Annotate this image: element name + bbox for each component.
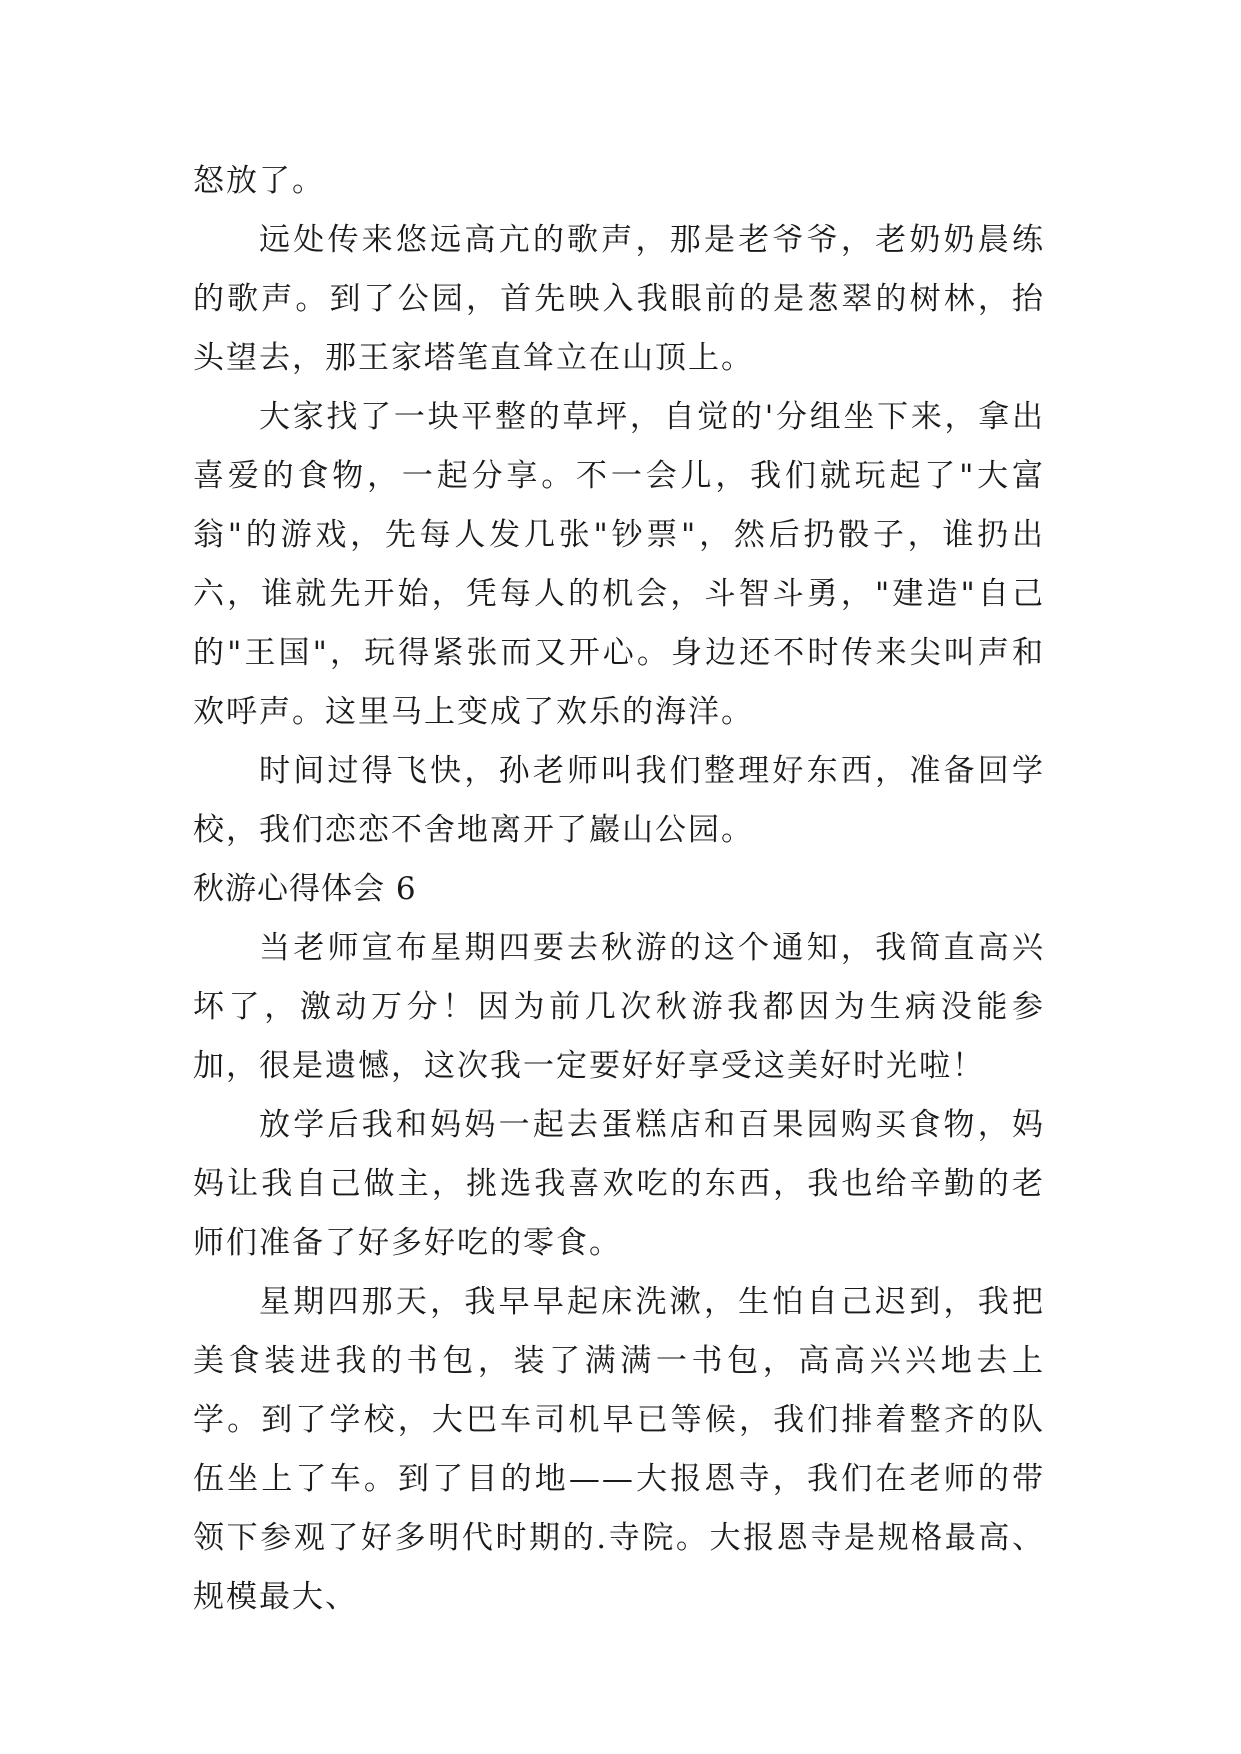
document-page: [193, 152, 1045, 1627]
paragraph: 放学后我和妈妈一起去蛋糕店和百果园购买食物，妈妈让我自己做主，挑选我喜欢吃的东西，我也给辛勤的老师们准备了好多好吃的零食。: [193, 1107, 1045, 1261]
paragraph: 当老师宣布星期四要去秋游的这个通知，我简直高兴坏了，激动万分！因为前几次秋游我都因为生病没能参加，很是遗憾，这次我一定要好好享受这美好时光啦！: [193, 930, 1045, 1084]
section-title: 秋游心得体会 6: [193, 871, 417, 907]
paragraph: 星期四那天，我早早起床洗漱，生怕自己迟到，我把美食装进我的书包，装了满满一书包，高高兴兴地去上学。到了学校，大巴车司机早已等候，我们排着整齐的队伍坐上了车。到了目的地——大报恩寺，我们在老师的带领下参观了好多明代时期的.寺院。大报恩寺是规格最高、规模最大、: [193, 1284, 1045, 1615]
paragraph: 怒放了。: [193, 163, 325, 199]
paragraph: 大家找了一块平整的草坪，自觉的'分组坐下来，拿出喜爱的食物，一起分享。不一会儿，我们就玩起了"大富翁"的游戏，先每人发几张"钞票"，然后扔骰子，谁扔出六，谁就先开始，凭每人的机会，斗智斗勇，"建造"自己的"王国"，玩得紧张而又开心。身边还不时传来尖叫声和欢呼声。这里马上变成了欢乐的海洋。: [193, 399, 1045, 730]
paragraph: 时间过得飞快，孙老师叫我们整理好东西，准备回学校，我们恋恋不舍地离开了巖山公园。: [193, 753, 1045, 848]
paragraph: 远处传来悠远高亢的歌声，那是老爷爷，老奶奶晨练的歌声。到了公园，首先映入我眼前的是葱翠的树林，抬头望去，那王家塔笔直耸立在山顶上。: [193, 222, 1045, 376]
